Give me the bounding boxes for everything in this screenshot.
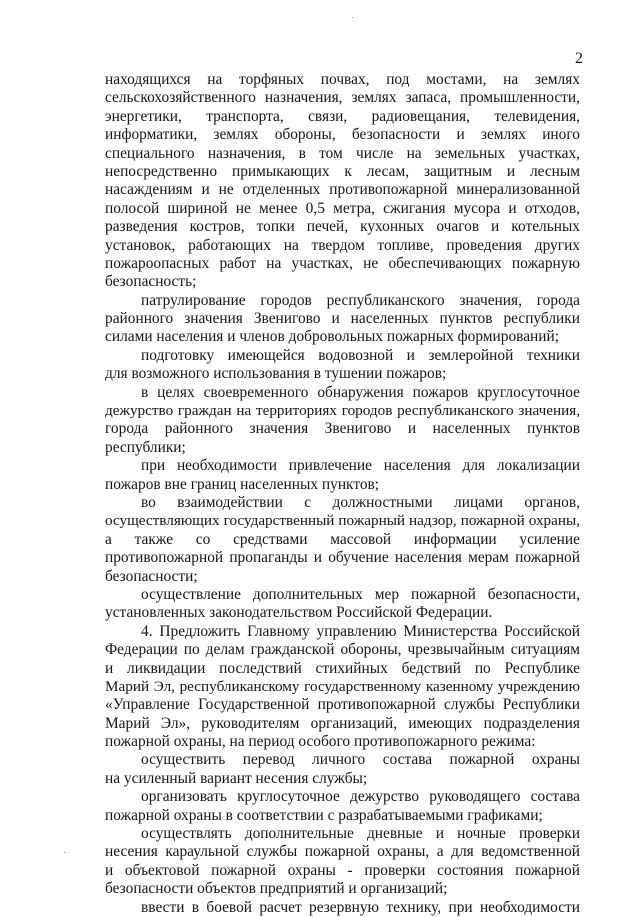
text-line: патрулирование городов республиканского значения, города [141, 291, 580, 309]
paragraph [105, 347, 580, 384]
paragraph [105, 825, 580, 899]
text-line: непосредственно примыкающих к лесам, защитным и лесным [105, 162, 580, 180]
paragraph [105, 623, 580, 752]
text-line: установок, работающих на твердом топливе, проведения других [105, 236, 580, 254]
text-line: пожаров вне границ населенных пунктов; [105, 475, 380, 493]
paragraph [105, 71, 580, 292]
text-line: установленных законодательством Российской Федерации. [105, 604, 493, 622]
text-line: для возможного использования в тушении пожаров; [105, 365, 447, 383]
paragraph [105, 292, 580, 347]
text-line: осуществляющих государственный пожарный надзор, пожарной охраны, [105, 512, 580, 530]
text-line: на усиленный вариант несения службы; [105, 769, 368, 787]
text-line: Федерации по делам гражданской обороны, чрезвычайным ситуациям [105, 641, 580, 659]
text-line: дежурство граждан на территориях городов республиканского значения, [105, 402, 580, 420]
paragraph [105, 586, 580, 623]
text-line: города районного значения Звенигово и населенных пунктов [105, 420, 580, 438]
text-line: полосой шириной не менее 0,5 метра, сжигания мусора и отходов, [105, 199, 580, 217]
text-line: безопасности; [105, 567, 198, 585]
text-line: в целях своевременного обнаружения пожаров круглосуточное [141, 383, 580, 401]
text-line: энергетики, транспорта, связи, радиовещания, телевидения, [105, 107, 580, 125]
text-line: Марий Эл, республиканскому государственному казенному учреждению [105, 677, 580, 695]
text-line: сельскохозяйственного назначения, землях запаса, промышленности, [105, 89, 580, 107]
text-line: и ликвидации последствий стихийных бедствий по Республике [105, 659, 580, 677]
text-line: Марий Эл», руководителям организаций, имеющих подразделения [105, 714, 580, 732]
text-line: противопожарной пропаганды и обучение населения мерам пожарной [105, 549, 580, 567]
text-line: а также со средствами массовой информации усиление [105, 530, 580, 548]
scan-speck [352, 17, 353, 18]
paragraph [105, 751, 580, 788]
page-number: 2 [575, 50, 583, 67]
text-line: 4. Предложить Главному управлению Министерства Российской [141, 622, 580, 640]
text-line: безопасности объектов предприятий и организаций; [105, 880, 448, 898]
text-line: во взаимодействии с должностными лицами органов, [141, 493, 580, 511]
text-line: республики; [105, 438, 186, 456]
text-line: несения караульной службы пожарной охраны, а для ведомственной [105, 843, 580, 861]
text-line: информатики, землях обороны, безопасности и землях иного [105, 126, 580, 144]
text-line: силами населения и членов добровольных пожарных формирований; [105, 328, 560, 346]
text-line: безопасность; [105, 273, 197, 291]
scan-speck [64, 852, 65, 853]
text-line: пожароопасных работ на участках, не обеспечивающих пожарную [105, 254, 580, 272]
text-line: пожарной охраны в соответствии с разрабатываемыми графиками; [105, 806, 543, 824]
paragraph [105, 788, 580, 825]
paragraph [105, 457, 580, 494]
text-line: осуществлять дополнительные дневные и ночные проверки [141, 825, 580, 843]
document-body [105, 71, 580, 917]
text-line: районного значения Звенигово и населенных пунктов республики [105, 310, 580, 328]
text-line: находящихся на торфяных почвах, под мостами, на землях [105, 71, 580, 88]
text-line: и объектовой пожарной охраны - проверки состояния пожарной [105, 861, 580, 879]
text-line: осуществить перевод личного состава пожарной охраны [141, 751, 580, 769]
text-line: пожарной охраны, на период особого противопожарного режима: [105, 733, 536, 751]
text-line: осуществление дополнительных мер пожарной безопасности, [141, 585, 580, 603]
text-line: разведения костров, топки печей, кухонных очагов и котельных [105, 218, 580, 236]
paragraph [105, 494, 580, 586]
paragraph [105, 384, 580, 458]
text-line: организовать круглосуточное дежурство руководящего состава [141, 788, 580, 806]
text-line: «Управление Государственной противопожарной службы Республики [105, 696, 580, 714]
paragraph [105, 899, 580, 917]
text-line: насаждениям и не отделенных противопожарной минерализованной [105, 181, 580, 199]
text-line: подготовку имеющейся водовозной и землеройной техники [141, 346, 580, 364]
text-line: специального назначения, в том числе на земельных участках, [105, 144, 580, 162]
text-line: при необходимости привлечение населения для локализации [141, 457, 580, 475]
text-line: ввести в боевой расчет резервную технику, при необходимости [141, 898, 580, 916]
